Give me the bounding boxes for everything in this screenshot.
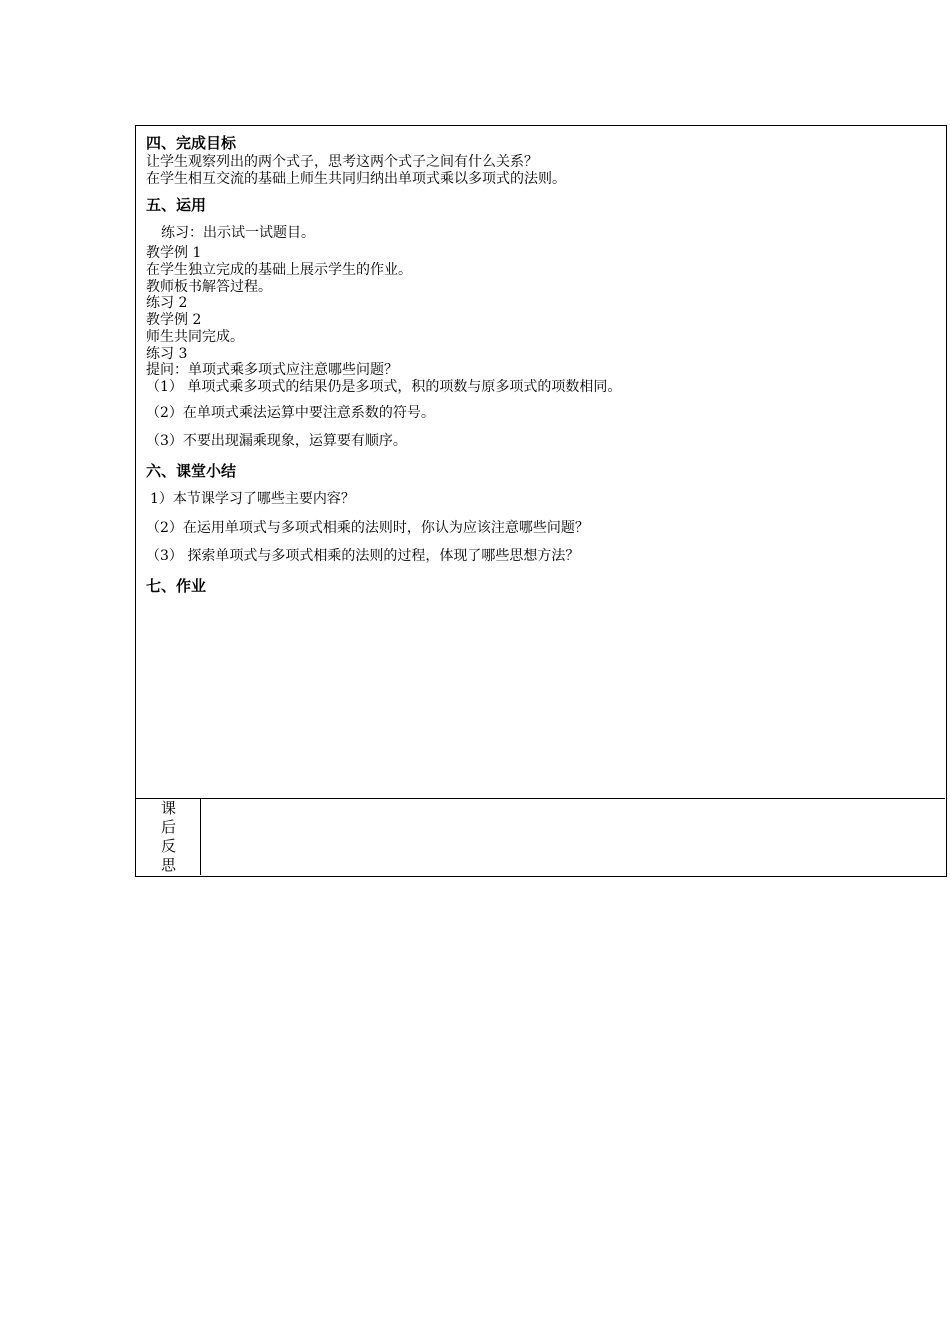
text-line: 在学生独立完成的基础上展示学生的作业。 xyxy=(146,262,412,278)
text-line: 1）本节课学习了哪些主要内容？ xyxy=(150,491,355,507)
text-line: （1） 单项式乘多项式的结果仍是多项式，积的项数与原多项式的项数相同。 xyxy=(146,379,622,395)
reflection-char: 课 xyxy=(161,799,177,817)
text-line: 提问：单项式乘多项式应注意哪些问题？ xyxy=(146,362,398,378)
section-heading-summary: 六、课堂小结 xyxy=(146,462,237,480)
reflection-content-cell xyxy=(201,799,945,875)
text-line: 教学例 1 xyxy=(146,245,202,261)
lesson-content-cell xyxy=(136,126,945,799)
reflection-row xyxy=(136,799,945,875)
text-line: （2）在运用单项式与多项式相乘的法则时，你认为应该注意哪些问题？ xyxy=(146,520,589,536)
reflection-char: 思 xyxy=(161,856,177,874)
section-heading-goals: 四、完成目标 xyxy=(146,134,237,152)
text-line: 教学例 2 xyxy=(146,312,202,328)
text-line: 教师板书解答过程。 xyxy=(146,279,272,295)
reflection-char: 后 xyxy=(161,818,177,836)
section-heading-homework: 七、作业 xyxy=(146,577,207,595)
text-line: 在学生相互交流的基础上师生共同归纳出单项式乘以多项式的法则。 xyxy=(146,171,566,187)
reflection-char: 反 xyxy=(161,837,177,855)
text-line: 练习 2 xyxy=(146,295,188,311)
section-heading-practice: 五、运用 xyxy=(146,196,207,214)
text-line: 练习：出示试一试题目。 xyxy=(161,225,315,241)
text-line: 练习 3 xyxy=(146,346,188,362)
text-line: （2）在单项式乘法运算中要注意系数的符号。 xyxy=(146,405,435,421)
text-line: 师生共同完成。 xyxy=(146,329,244,345)
lesson-table xyxy=(135,125,947,877)
text-line: 让学生观察列出的两个式子，思考这两个式子之间有什么关系？ xyxy=(146,154,538,170)
reflection-label xyxy=(136,799,201,875)
text-line: （3） 探索单项式与多项式相乘的法则的过程，体现了哪些思想方法？ xyxy=(146,548,580,564)
text-line: （3）不要出现漏乘现象，运算要有顺序。 xyxy=(146,433,407,449)
